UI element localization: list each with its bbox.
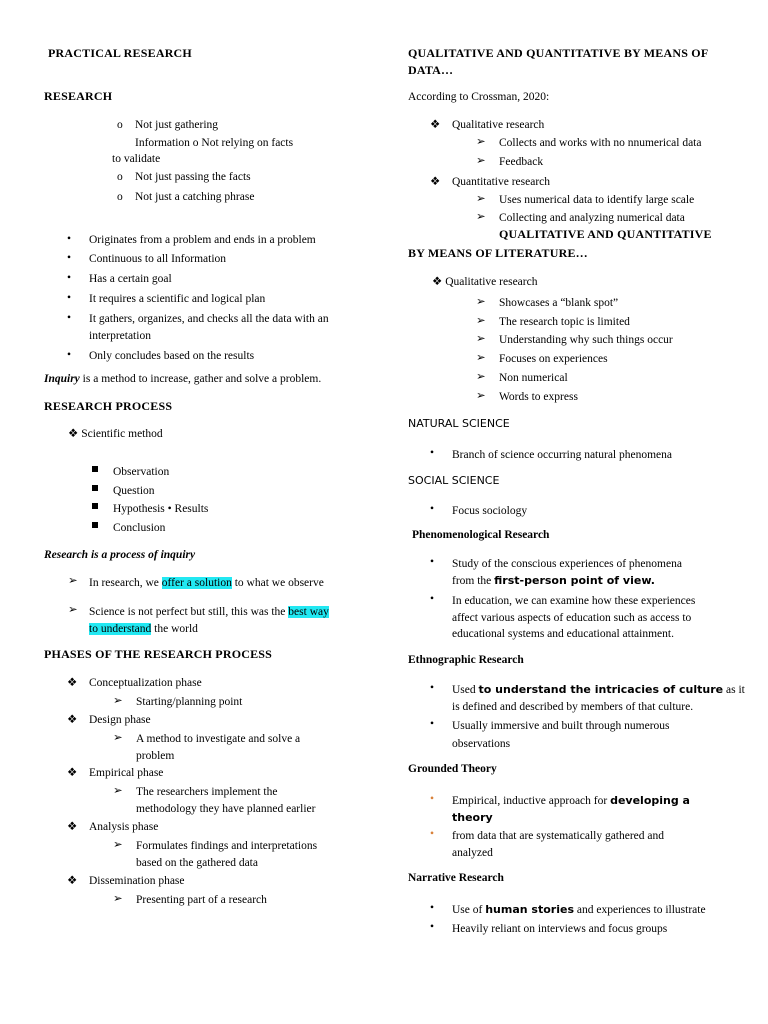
highlight: offer a solution — [161, 577, 232, 589]
arrow-bullet-icon: ➢ — [113, 893, 123, 905]
arrow-bullet-icon: ➢ — [476, 333, 486, 345]
arrow-bullet-icon: ➢ — [476, 211, 486, 223]
phase-detail: A method to investigate and solve a — [136, 733, 301, 745]
arrow-bullet-icon: ➢ — [476, 315, 486, 327]
list-item — [89, 622, 198, 637]
bullet: • — [430, 793, 435, 805]
arrow-bullet-icon: ➢ — [476, 193, 486, 205]
list-item — [89, 576, 324, 591]
bullet: • — [430, 593, 435, 605]
qq-literature-heading-cont: BY MEANS OF LITERATURE… — [408, 246, 588, 260]
list-item: Originates from a problem and ends in a problem — [89, 234, 316, 246]
list-item — [452, 794, 690, 809]
phases-heading: PHASES OF THE RESEARCH PROCESS — [44, 647, 273, 661]
bullet: • — [430, 556, 435, 568]
diamond-bullet-icon: ❖ — [67, 875, 78, 887]
diamond-bullet-icon: ❖ — [67, 677, 78, 689]
text: and experiences to illustrate — [574, 904, 706, 916]
social-science-heading: SOCIAL SCIENCE — [408, 474, 500, 487]
list-item: is defined and described by members of that culture. — [452, 701, 694, 713]
arrow-bullet-icon: ➢ — [476, 390, 486, 402]
phase-detail: based on the gathered data — [136, 857, 258, 869]
list-item: The research topic is limited — [499, 316, 630, 328]
arrow-bullet-icon: ➢ — [476, 296, 486, 308]
list-item: Only concludes based on the results — [89, 350, 255, 362]
arrow-bullet-icon: ➢ — [68, 575, 78, 587]
list-item: It requires a scientific and logical plan — [89, 293, 266, 305]
square-bullet-icon — [92, 503, 98, 509]
phase-name: Conceptualization phase — [89, 677, 202, 689]
list-item: Not just gathering — [135, 119, 219, 131]
list-item: Usually immersive and built through numerous — [452, 720, 670, 732]
phase-detail: Presenting part of a research — [136, 894, 267, 906]
arrow-bullet-icon: ➢ — [68, 604, 78, 616]
text: In research, we — [89, 577, 162, 589]
o-marker: o — [117, 171, 123, 183]
bullet: • — [67, 272, 72, 284]
bullet: • — [430, 447, 435, 459]
list-item: Qualitative research — [452, 119, 545, 131]
bullet: • — [430, 921, 435, 933]
list-item: affect various aspects of education such as access to — [452, 612, 692, 624]
text: from the — [452, 575, 495, 587]
ethnographic-heading: Ethnographic Research — [408, 654, 524, 666]
arrow-bullet-icon: ➢ — [476, 371, 486, 383]
list-item: Non numerical — [499, 372, 568, 384]
grounded-theory-heading: Grounded Theory — [408, 763, 497, 775]
list-item: Not just a catching phrase — [135, 191, 255, 203]
arrow-bullet-icon: ➢ — [113, 785, 123, 797]
bold-text: to understand the intricacies of culture — [478, 683, 724, 696]
arrow-bullet-icon: ➢ — [476, 155, 486, 167]
list-item: Conclusion — [113, 522, 166, 534]
o-marker: o — [117, 119, 123, 131]
scientific-method — [68, 427, 163, 442]
text: Science is not perfect but still, this was the — [89, 606, 289, 618]
bullet: • — [430, 682, 435, 694]
qq-literature-heading: QUALITATIVE AND QUANTITATIVE — [499, 227, 712, 241]
phase-detail: The researchers implement the — [136, 786, 278, 798]
according-text: According to Crossman, 2020: — [408, 91, 550, 103]
diamond-bullet-icon: ❖ — [68, 428, 79, 440]
list-item: Information o Not relying on facts — [135, 137, 294, 149]
phase-name: Design phase — [89, 714, 151, 726]
bullet: • — [67, 292, 72, 304]
diamond-bullet-icon: ❖ — [430, 119, 441, 131]
diamond-bullet-icon: ❖ — [67, 821, 78, 833]
bold-text: human stories — [485, 903, 574, 916]
text: Used — [452, 684, 479, 696]
bullet: • — [67, 312, 72, 324]
bullet: • — [67, 252, 72, 264]
text: Empirical, inductive approach for — [452, 795, 611, 807]
narrative-heading: Narrative Research — [408, 872, 504, 884]
page-title: PRACTICAL RESEARCH — [48, 46, 192, 60]
bullet: • — [430, 503, 435, 515]
arrow-bullet-icon: ➢ — [113, 839, 123, 851]
qq-data-heading-cont: DATA… — [408, 63, 454, 77]
highlight: to understand — [89, 623, 152, 635]
bullet: • — [430, 718, 435, 730]
list-item — [452, 574, 655, 589]
bold-text: developing a — [610, 794, 690, 807]
research-heading: RESEARCH — [44, 89, 113, 103]
arrow-bullet-icon: ➢ — [113, 695, 123, 707]
text: to what we observe — [231, 577, 324, 589]
list-item: Observation — [113, 466, 170, 478]
list-item: Focus sociology — [452, 505, 528, 517]
list-item: to validate — [112, 153, 161, 165]
phenomenological-heading: Phenomenological Research — [412, 529, 550, 541]
list-item: educational systems and educational attainment. — [452, 628, 674, 640]
list-item — [452, 903, 706, 918]
list-item: Words to express — [499, 391, 578, 403]
bold-text: first-person point of view. — [494, 574, 655, 587]
phase-detail: problem — [136, 750, 175, 762]
arrow-bullet-icon: ➢ — [476, 136, 486, 148]
list-item: It gathers, organizes, and checks all the data with an — [89, 313, 329, 325]
text: as it — [723, 684, 745, 696]
phase-detail: Starting/planning point — [136, 696, 243, 708]
text: the world — [151, 623, 198, 635]
qual-research-2 — [432, 275, 537, 290]
list-item: Feedback — [499, 156, 544, 168]
phase-detail: Formulates findings and interpretations — [136, 840, 318, 852]
diamond-bullet-icon: ❖ — [67, 767, 78, 779]
list-item: Has a certain goal — [89, 273, 172, 285]
process-of-inquiry: Research is a process of inquiry — [44, 549, 196, 561]
list-item: Heavily reliant on interviews and focus groups — [452, 923, 668, 935]
phase-name: Empirical phase — [89, 767, 164, 779]
list-item: Understanding why such things occur — [499, 334, 673, 346]
scientific-method-label: Scientific method — [81, 428, 163, 440]
list-item: Collects and works with no nnumerical data — [499, 137, 702, 149]
list-item: Uses numerical data to identify large scale — [499, 194, 695, 206]
square-bullet-icon — [92, 485, 98, 491]
diamond-bullet-icon: ❖ — [432, 276, 443, 288]
bullet: • — [67, 233, 72, 245]
text: Use of — [452, 904, 486, 916]
inquiry-text: is a method to increase, gather and solve a problem. — [79, 373, 322, 385]
phase-name: Dissemination phase — [89, 875, 185, 887]
phase-name: Analysis phase — [89, 821, 159, 833]
bullet: • — [67, 349, 72, 361]
list-item: Collecting and analyzing numerical data — [499, 212, 685, 224]
o-marker: o — [117, 191, 123, 203]
list-item: Continuous to all Information — [89, 253, 227, 265]
square-bullet-icon — [92, 466, 98, 472]
list-item: Quantitative research — [452, 176, 551, 188]
inquiry-term: Inquiry — [44, 373, 80, 385]
list-item: Branch of science occurring natural phenomena — [452, 449, 672, 461]
diamond-bullet-icon: ❖ — [430, 176, 441, 188]
list-item: In education, we can examine how these experiences — [452, 595, 696, 607]
list-item: Focuses on experiences — [499, 353, 608, 365]
list-item: interpretation — [89, 330, 151, 342]
list-item: from data that are systematically gathered and — [452, 830, 665, 842]
list-item — [89, 605, 329, 620]
diamond-bullet-icon: ❖ — [67, 714, 78, 726]
qual-research-2-label: Qualitative research — [445, 276, 538, 288]
phase-detail: methodology they have planned earlier — [136, 803, 316, 815]
inquiry-definition — [44, 372, 321, 387]
list-item: analyzed — [452, 847, 493, 859]
list-item: Not just passing the facts — [135, 171, 251, 183]
list-item: Hypothesis • Results — [113, 503, 209, 515]
list-item: theory — [452, 811, 493, 824]
research-process-heading: RESEARCH PROCESS — [44, 399, 173, 413]
list-item: Showcases a “blank spot” — [499, 297, 619, 309]
arrow-bullet-icon: ➢ — [113, 732, 123, 744]
natural-science-heading: NATURAL SCIENCE — [408, 417, 510, 430]
bullet: • — [430, 828, 435, 840]
bullet: • — [430, 902, 435, 914]
list-item: Study of the conscious experiences of phenomena — [452, 558, 682, 570]
qq-data-heading: QUALITATIVE AND QUANTITATIVE BY MEANS OF — [408, 46, 709, 60]
arrow-bullet-icon: ➢ — [476, 352, 486, 364]
highlight: best way — [288, 606, 329, 618]
square-bullet-icon — [92, 522, 98, 528]
list-item: observations — [452, 738, 511, 750]
list-item: Question — [113, 485, 155, 497]
list-item — [452, 683, 745, 698]
